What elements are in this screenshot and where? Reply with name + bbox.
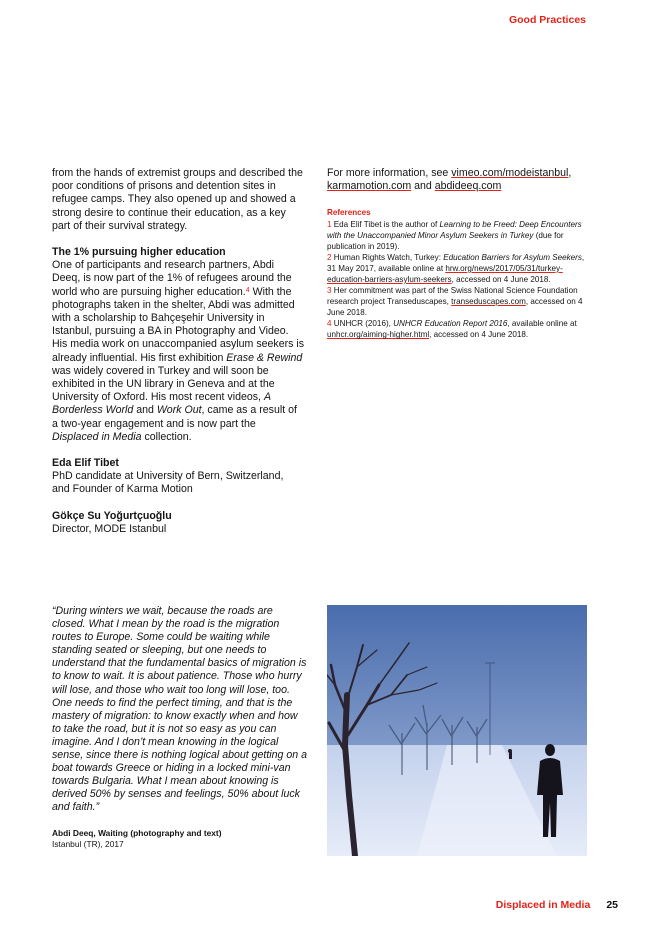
page-footer <box>496 899 618 911</box>
pull-quote: “During winters we wait, because the roads are closed. What I mean by the road is the migration routes to Europe. Some could be waiting while standing seated or sleeping, but one needs to understand that the fundamental basics of migration is to know to wait. It is about patience. Those who hurry will lose, and those who wait too long will lose, too. One needs to find the perfect timing, and that is the mastery of migration: to know exactly when and how to take the road, but it is not so easy as you can imagine. And I don’t mean knowing in the logical sense, since there is nothing logical about getting on a boat towards Greece or hiding in a locked mini-van towards Bulgaria. What I mean about knowing is derived 50% by senses and feelings, 50% about luck and faith.” <box>52 605 308 814</box>
intro-paragraph: from the hands of extremist groups and described the poor conditions of prisons and detention sites in refugee camps. They also opened up and showed a strong desire to continue their education, as a key part of their survival strategy. <box>52 167 303 232</box>
collection-title: Displaced in Media <box>52 430 142 443</box>
section-header: Good Practices <box>508 14 586 26</box>
snow-park-illustration <box>327 605 587 856</box>
page-number: 25 <box>606 899 618 911</box>
video1-title: A Borderless World <box>52 391 271 417</box>
author-name: Eda Elif Tibet <box>52 457 119 470</box>
footer-title: Displaced in Media <box>495 899 591 911</box>
author-name: Gökçe Su Yoğurtçuoğlu <box>52 509 172 522</box>
reference-item: 2 Human Rights Watch, Turkey: Education Barriers for Asylum Seekers, 31 May 2017, available online at hrw.org/news/2017/05/31/turkey-education-barriers-asylum-seekers, accessed on 4 June 2018. <box>327 252 585 284</box>
more-info: For more information, see vimeo.com/modeistanbul, karmamotion.com and abdideeq.com <box>327 167 572 193</box>
references-heading: References <box>327 208 371 218</box>
video2-title: Work Out <box>156 404 202 417</box>
reference-item: 1 Eda Elif Tibet is the author of Learning to be Freed: Deep Encounters with the Unaccompanied Minor Asylum Seekers in Turkey (due for publication in 2019). <box>327 219 582 251</box>
abdideeq-link[interactable]: abdideeq.com <box>434 180 502 193</box>
author-role: Director, MODE Istanbul <box>52 522 167 535</box>
footnote-ref[interactable]: 4 <box>245 286 250 294</box>
karmamotion-link[interactable]: karmamotion.com <box>327 180 412 193</box>
photo-credit <box>52 828 308 849</box>
author-role: PhD candidate at University of Bern, Switzerland, and Founder of Karma Motion <box>52 470 284 496</box>
left-column <box>52 167 304 536</box>
vimeo-link[interactable]: vimeo.com/modeistanbul <box>451 167 569 179</box>
exhibition-title: Erase & Rewind <box>226 351 303 364</box>
credit-title: Abdi Deeq, Waiting (photography and text) <box>52 828 222 838</box>
reference-item: 4 UNHCR (2016), UNHCR Education Report 2016, available online at unhcr.org/aiming-higher.html, accessed on 4 June 2018. <box>327 319 577 340</box>
subheading: The 1% pursuing higher education <box>52 246 226 259</box>
snow-photo <box>327 605 587 856</box>
transeduscapes-link[interactable]: transeduscapes.com <box>451 297 526 307</box>
right-column <box>327 167 589 341</box>
body-paragraph: One of participants and research partners, Abdi Deeq, is now part of the 1% of refugees around the world who are pursuing higher education.$^4$ With the photographs taken in the shelter, Abdi was admitted with a scholarship to Bahçeşehir University in Istanbul, pursuing a BA in Photography and Video. His media work on unaccompanied asylum seekers is already influential. His first exhibition Erase & Rewind was widely covered in Turkey and will soon be exhibited in the UN library in Geneva and at the University of Oxford. His most recent videos, A Borderless World and Work Out, came as a result of a two-year engagement and is now part the Displaced in Media collection. <box>52 259 305 443</box>
hrw-link[interactable]: hrw.org/news/2017/05/31/turkey-education-barriers-asylum-seekers <box>327 263 563 284</box>
reference-item: 3 Her commitment was part of the Swiss National Science Foundation research project Transeduscapes, transeduscapes.com, accessed on 4 June 2018. <box>327 286 583 318</box>
credit-place: Istanbul (TR), 2017 <box>52 838 124 849</box>
references <box>327 207 589 340</box>
unhcr-link[interactable]: unhcr.org/aiming-higher.html <box>327 330 430 340</box>
